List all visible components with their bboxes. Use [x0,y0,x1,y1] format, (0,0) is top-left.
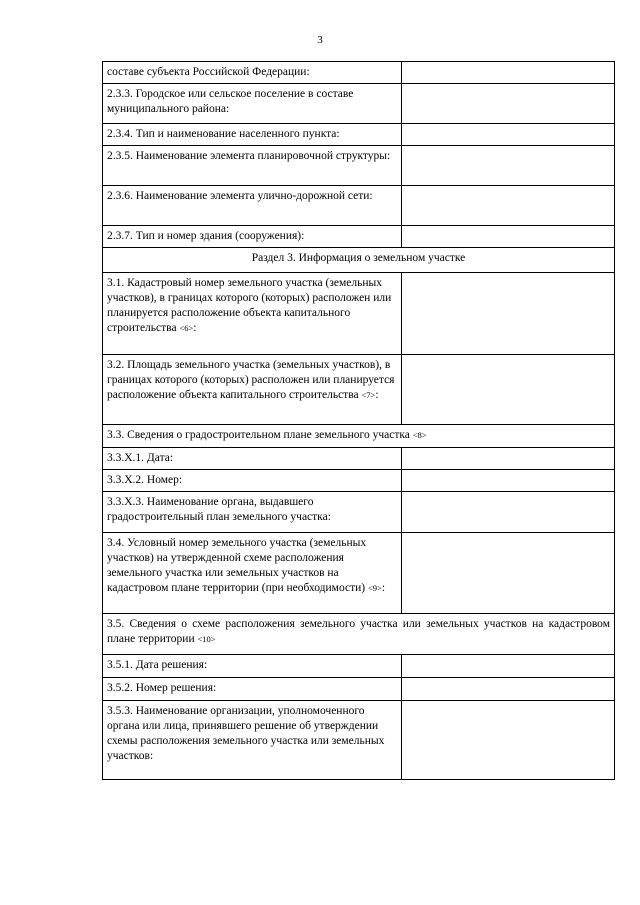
field-label-cell [103,62,402,84]
wide-heading-cell [103,614,615,655]
field-label-cell [103,146,402,186]
field-value-cell[interactable] [402,84,615,124]
wide-heading-cell [103,425,615,448]
table-row [103,248,615,273]
field-value-cell[interactable] [402,678,615,701]
table-row [103,448,615,470]
table-row [103,614,615,655]
field-label: 3.3.X.1. Дата: [107,452,174,464]
field-value-cell[interactable] [402,355,615,425]
field-value-cell[interactable] [402,273,615,355]
field-label-cell [103,678,402,701]
table-row [103,186,615,226]
table-row [103,533,615,614]
field-label: 3.3.X.2. Номер: [107,474,183,486]
field-label-cell [103,470,402,492]
table-row [103,678,615,701]
field-value-cell[interactable] [402,62,615,84]
table-row [103,701,615,780]
table-row [103,124,615,146]
field-label: 3.3.X.3. Наименование органа, выдавшего градостроительный план земельного участка: [107,496,331,523]
field-label-cell [103,492,402,533]
field-label-cell [103,273,402,355]
field-label: 3.5. Сведения о схеме расположения земельного участка или земельных участков на кадастровом плане территории [107,618,610,645]
form-table-body [103,62,615,780]
table-row [103,492,615,533]
table-row [103,655,615,678]
table-row [103,355,615,425]
form-table [102,61,615,780]
table-row [103,62,615,84]
table-row [103,84,615,124]
field-label-cell [103,84,402,124]
table-row [103,146,615,186]
table-row [103,470,615,492]
field-label: составе субъекта Российской Федерации: [107,66,310,78]
field-value-cell[interactable] [402,701,615,780]
field-label: 2.3.3. Городское или сельское поселение в составе муниципального района: [107,88,354,115]
field-label: 3.1. Кадастровый номер земельного участка (земельных участков), в границах которого (которых) расположен или планируется расположение объекта капитального строительства [107,277,392,334]
field-label-cell [103,701,402,780]
field-label: 2.3.7. Тип и номер здания (сооружения): [107,230,305,242]
field-label: 3.5.1. Дата решения: [107,659,208,671]
field-label-cell [103,533,402,614]
footnote-ref: <6> [179,323,194,333]
field-label: 3.4. Условный номер земельного участка (земельных участков) на утвержденной схеме расположения земельного участка или земельных участков на кадастровом плане территории (при необходимости) [107,537,368,594]
section-title-text: Раздел 3. Информация о земельном участке [251,252,466,264]
field-value-cell[interactable] [402,470,615,492]
field-label: 2.3.6. Наименование элемента улично-дорожной сети: [107,190,373,202]
field-label-cell [103,448,402,470]
field-value-cell[interactable] [402,146,615,186]
field-value-cell[interactable] [402,492,615,533]
field-label-cell [103,186,402,226]
footnote-ref: <7> [361,390,376,400]
field-label-cell [103,655,402,678]
field-label: 3.5.3. Наименование организации, уполномоченного органа или лица, принявшего решение об утверждении схемы расположения земельного участка или земельных участков: [107,705,385,762]
label-suffix: : [193,322,197,334]
footnote-ref: <8> [412,430,427,440]
field-label: 3.5.2. Номер решения: [107,682,217,694]
field-label: 2.3.4. Тип и наименование населенного пункта: [107,128,340,140]
footnote-ref: <9> [367,583,382,593]
field-label-cell [103,226,402,248]
page-number: 3 [317,34,323,46]
label-suffix: : [375,389,379,401]
table-row [103,226,615,248]
field-value-cell[interactable] [402,124,615,146]
field-value-cell[interactable] [402,186,615,226]
table-row [103,425,615,448]
field-label: 3.3. Сведения о градостроительном плане земельного участка [107,429,413,441]
field-value-cell[interactable] [402,448,615,470]
field-value-cell[interactable] [402,655,615,678]
field-label-cell [103,355,402,425]
section-title [103,248,615,273]
footnote-ref: <10> [197,634,216,644]
field-value-cell[interactable] [402,533,615,614]
field-label: 2.3.5. Наименование элемента планировочной структуры: [107,150,391,162]
field-label-cell [103,124,402,146]
label-suffix: : [381,582,386,594]
table-row [103,273,615,355]
field-value-cell[interactable] [402,226,615,248]
field-label: 3.2. Площадь земельного участка (земельных участков), в границах которого (которых) расположен или планируется расположение объекта капитального строительства [107,359,395,401]
